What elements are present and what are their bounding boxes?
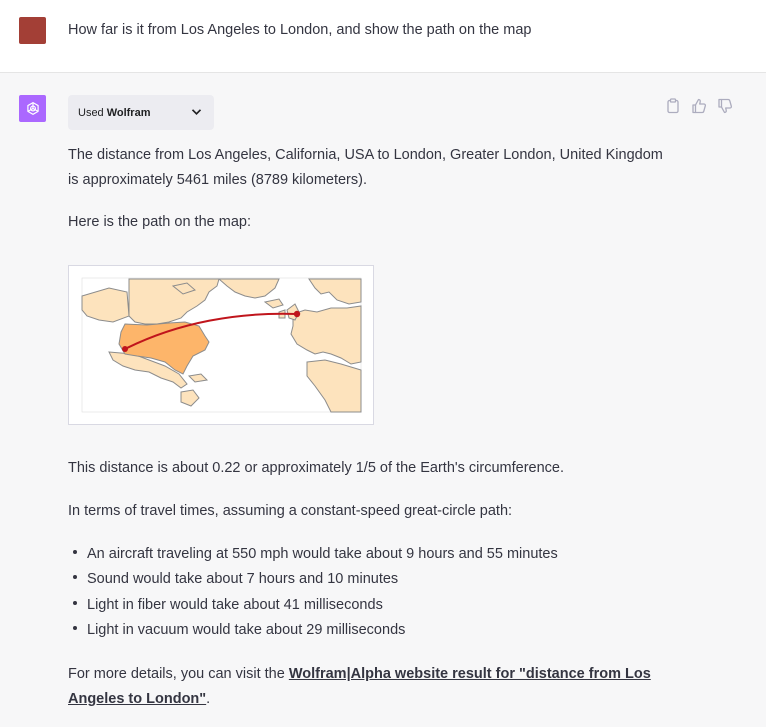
user-message-text: How far is it from Los Angeles to London, and show the path on the map <box>68 22 532 38</box>
list-item: Light in fiber would take about 41 milliseconds <box>68 593 558 618</box>
circumference-text: This distance is about 0.22 or approximately 1/5 of the Earth's circumference. <box>68 460 565 476</box>
distance-paragraph <box>68 143 663 193</box>
plugin-name: Wolfram <box>106 106 151 119</box>
message-actions <box>664 97 734 115</box>
travel-times-list <box>68 542 558 643</box>
travel-intro-text: In terms of travel times, assuming a constant-speed great-circle path: <box>68 503 513 519</box>
list-item: Light in vacuum would take about 29 milliseconds <box>68 618 558 643</box>
thumbs-down-icon[interactable] <box>716 97 734 115</box>
thumbs-up-icon[interactable] <box>690 97 708 115</box>
clipboard-icon[interactable] <box>664 97 682 115</box>
user-message-row <box>0 0 766 73</box>
user-avatar <box>19 17 46 44</box>
route-map-graphic <box>69 266 373 424</box>
plugin-used-dropdown[interactable] <box>68 95 214 130</box>
distance-line-2: is approximately 5461 miles (8789 kilometers). <box>68 172 367 188</box>
route-map-image <box>68 265 374 425</box>
details-paragraph <box>68 662 651 712</box>
list-item: Sound would take about 7 hours and 10 minutes <box>68 567 558 592</box>
details-suffix: . <box>206 691 211 707</box>
plugin-used-label: Used <box>78 106 104 119</box>
details-prefix: For more details, you can visit the <box>68 666 289 682</box>
distance-line-1: The distance from Los Angeles, California, USA to London, Greater London, United Kingdom <box>68 147 663 163</box>
map-intro-text: Here is the path on the map: <box>68 214 251 230</box>
wolfram-result-link-continued[interactable]: Angeles to London" <box>68 691 207 707</box>
wolfram-result-link[interactable]: Wolfram|Alpha website result for "distance from Los <box>288 666 651 682</box>
list-item: An aircraft traveling at 550 mph would take about 9 hours and 55 minutes <box>68 542 558 567</box>
openai-logo-icon <box>19 95 46 122</box>
chevron-down-icon <box>191 107 202 119</box>
